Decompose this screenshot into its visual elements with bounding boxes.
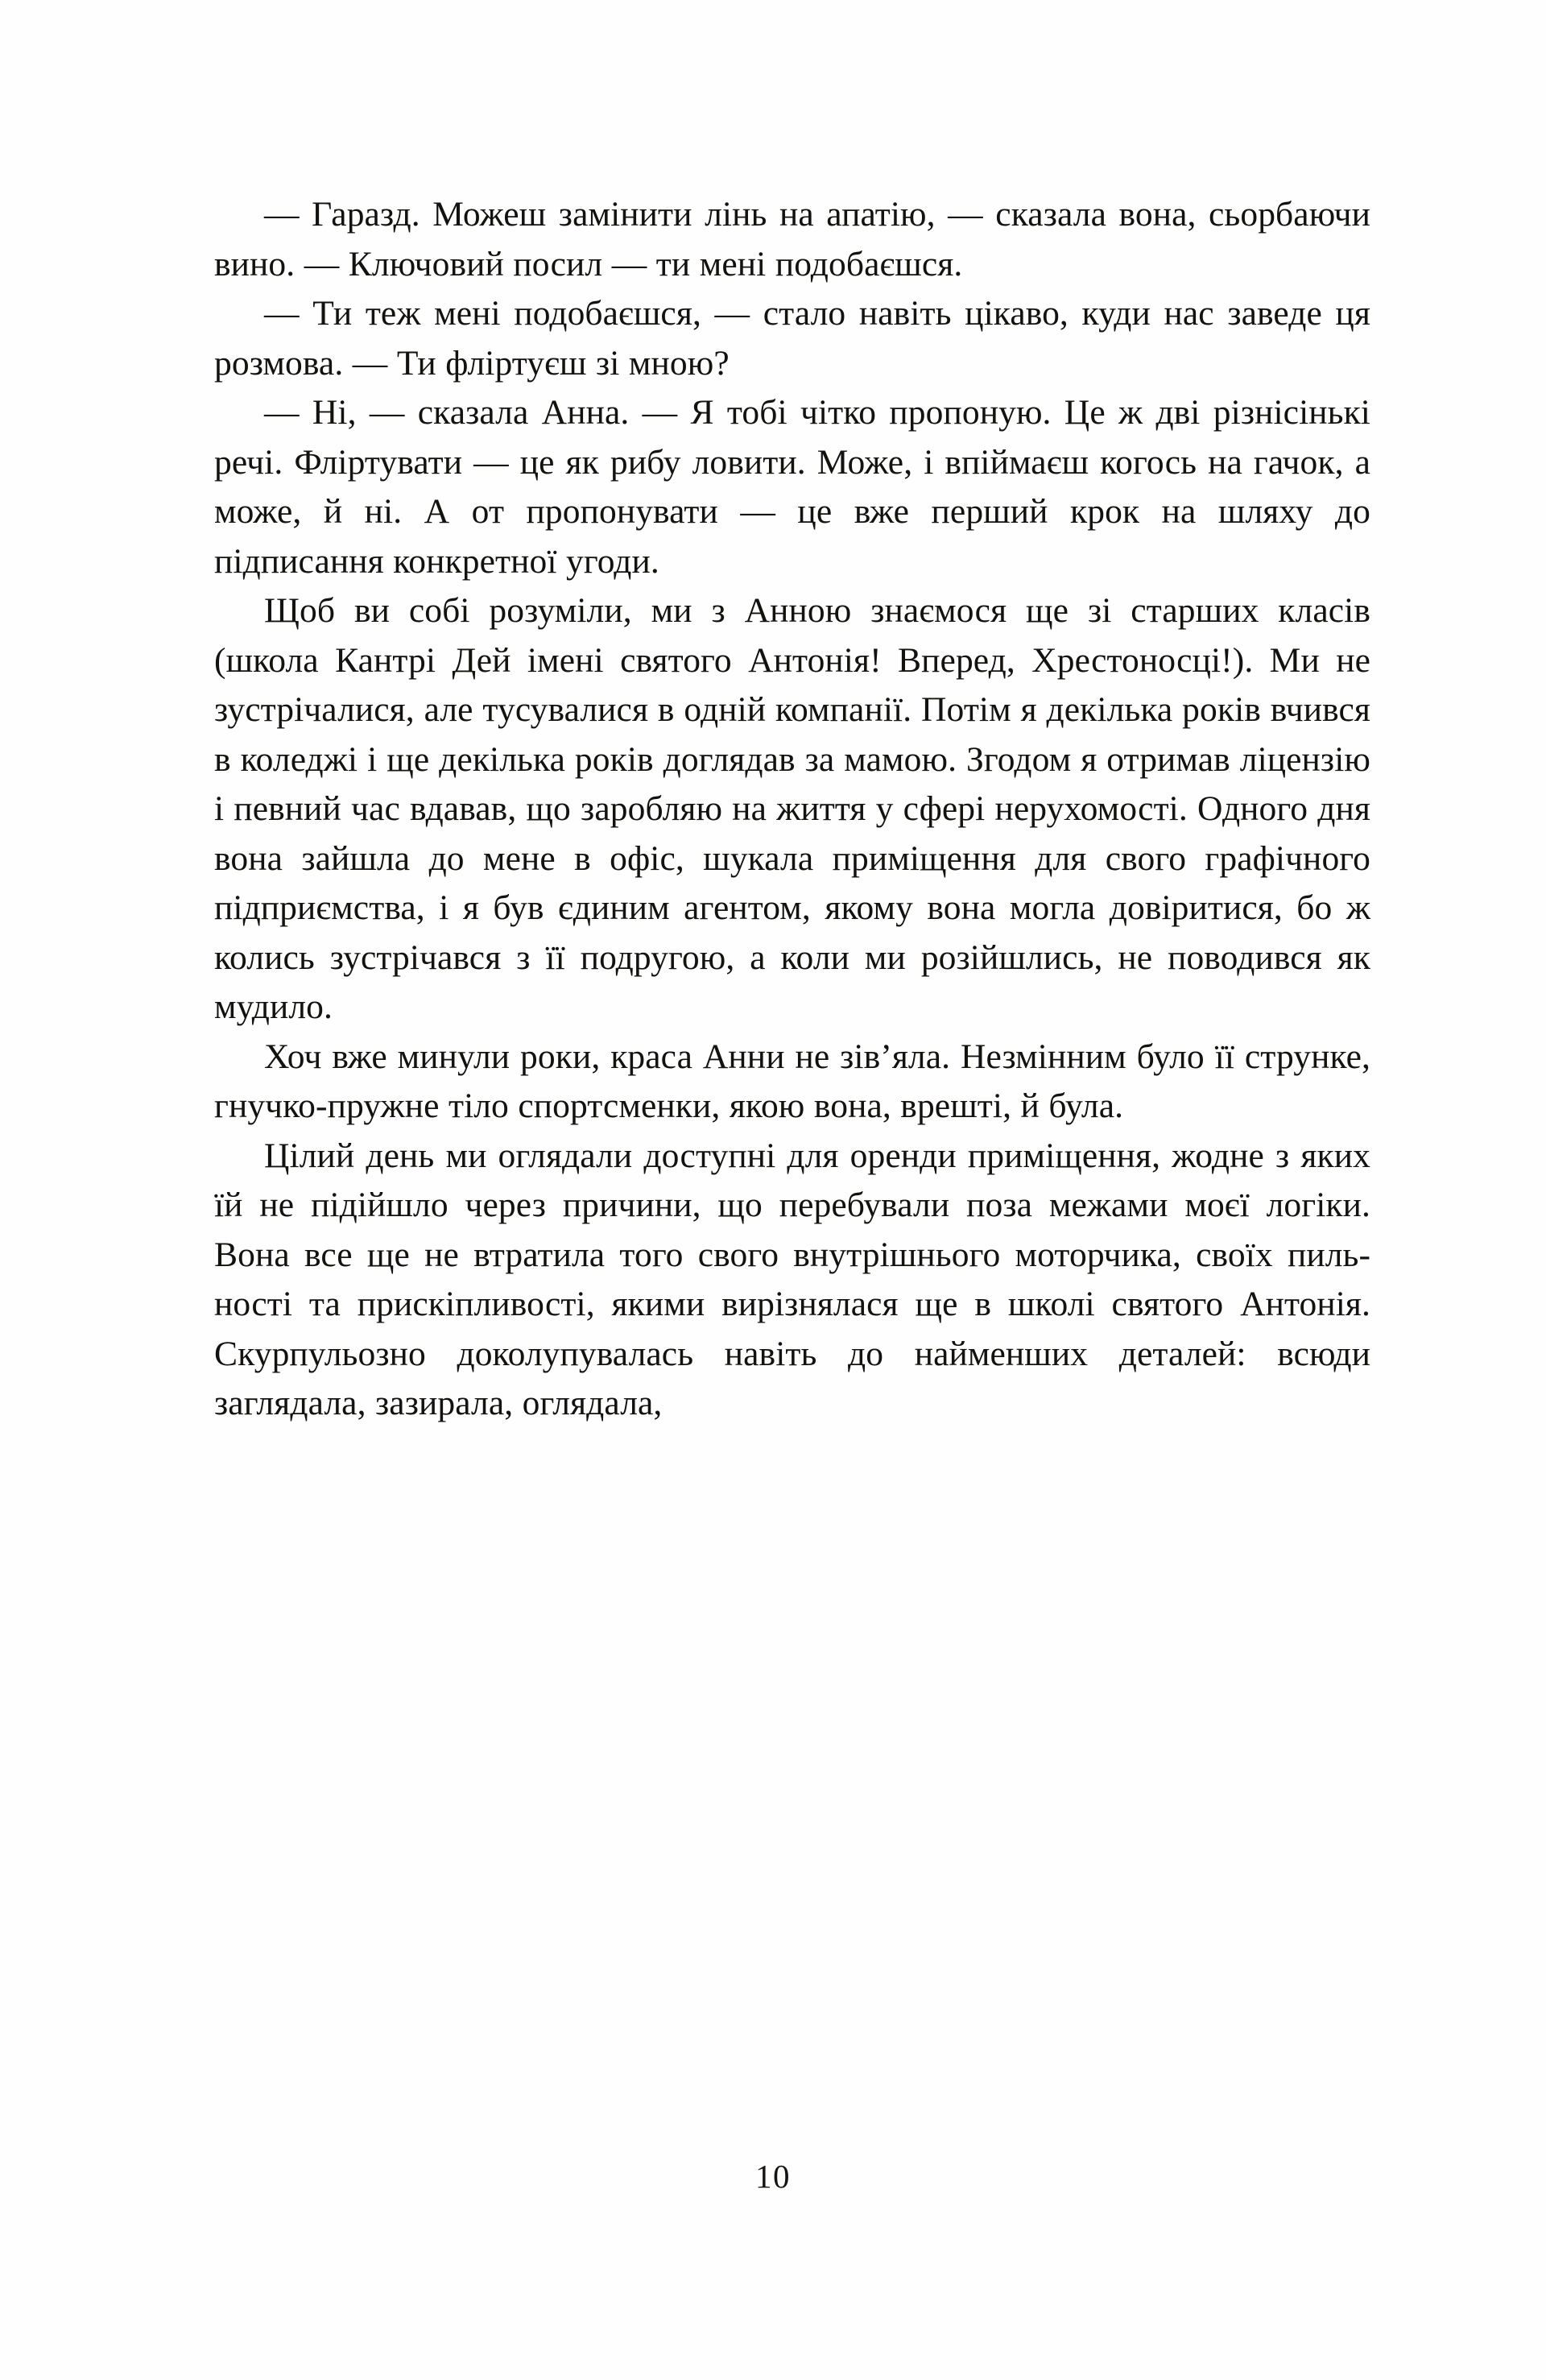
paragraph: — Ні, — сказала Анна. — Я тобі чітко пропоную. Це ж дві різнісінькі речі. Фліртувати — це як рибу ловити. Може, і впіймаєш когось на гачок, а може, й ні. А от пропонувати — це вже перший крок на шляху до підписання конкретної угоди. [214,393,1370,581]
page-number: 10 [755,2158,791,2195]
paragraph: Хоч вже минули роки, краса Анни не зів’яла. Незмінним було її струнке, гнучко-пружне тіло спортсменки, якою вона, врешті, й була. [214,1037,1370,1125]
page-text-block [214,190,1370,1429]
paragraph: — Гаразд. Можеш замінити лінь на апатію, — сказала вона, сьорбаючи вино. — Ключовий посил — ти мені подобаєшся. [214,195,1370,284]
paragraph: Цілий день ми оглядали доступні для оренди приміщення, жодне з яких їй не підійшло через причини, що перебували поза межами моєї логіки. Вона все ще не втратила того свого внутрішнього моторчика, своїх пильності та прискіпливості, якими вирізнялася ще в школі святого Антонія. Скурпульозно доколупувалась навіть до найменших деталей: всюди заглядала, зазирала, оглядала, [214,1136,1370,1422]
paragraph: Щоб ви собі розуміли, ми з Анною знаємося ще зі старших класів (школа Кантрі Дей імені святого Антонія! Вперед, Хрестоносці!). Ми не зустрічалися, але тусувалися в одній компанії. Потім я декілька років вчився в коледжі і ще декілька років доглядав за мамою. Згодом я отримав ліцензію і певний час вдавав, що заробляю на життя у сфері нерухомості. Одного дня вона зайшла до мене в офіс, шукала приміщення для свого графічного підприємства, і я був єдиним агентом, якому вона могла довіритися, бо ж колись зустрічався з її подругою, а коли ми розійшлись, не поводився як мудило. [214,591,1370,1026]
paragraph: — Ти теж мені подобаєшся, — стало навіть цікаво, куди нас заведе ця розмова. — Ти фліртуєш зі мною? [214,294,1370,383]
